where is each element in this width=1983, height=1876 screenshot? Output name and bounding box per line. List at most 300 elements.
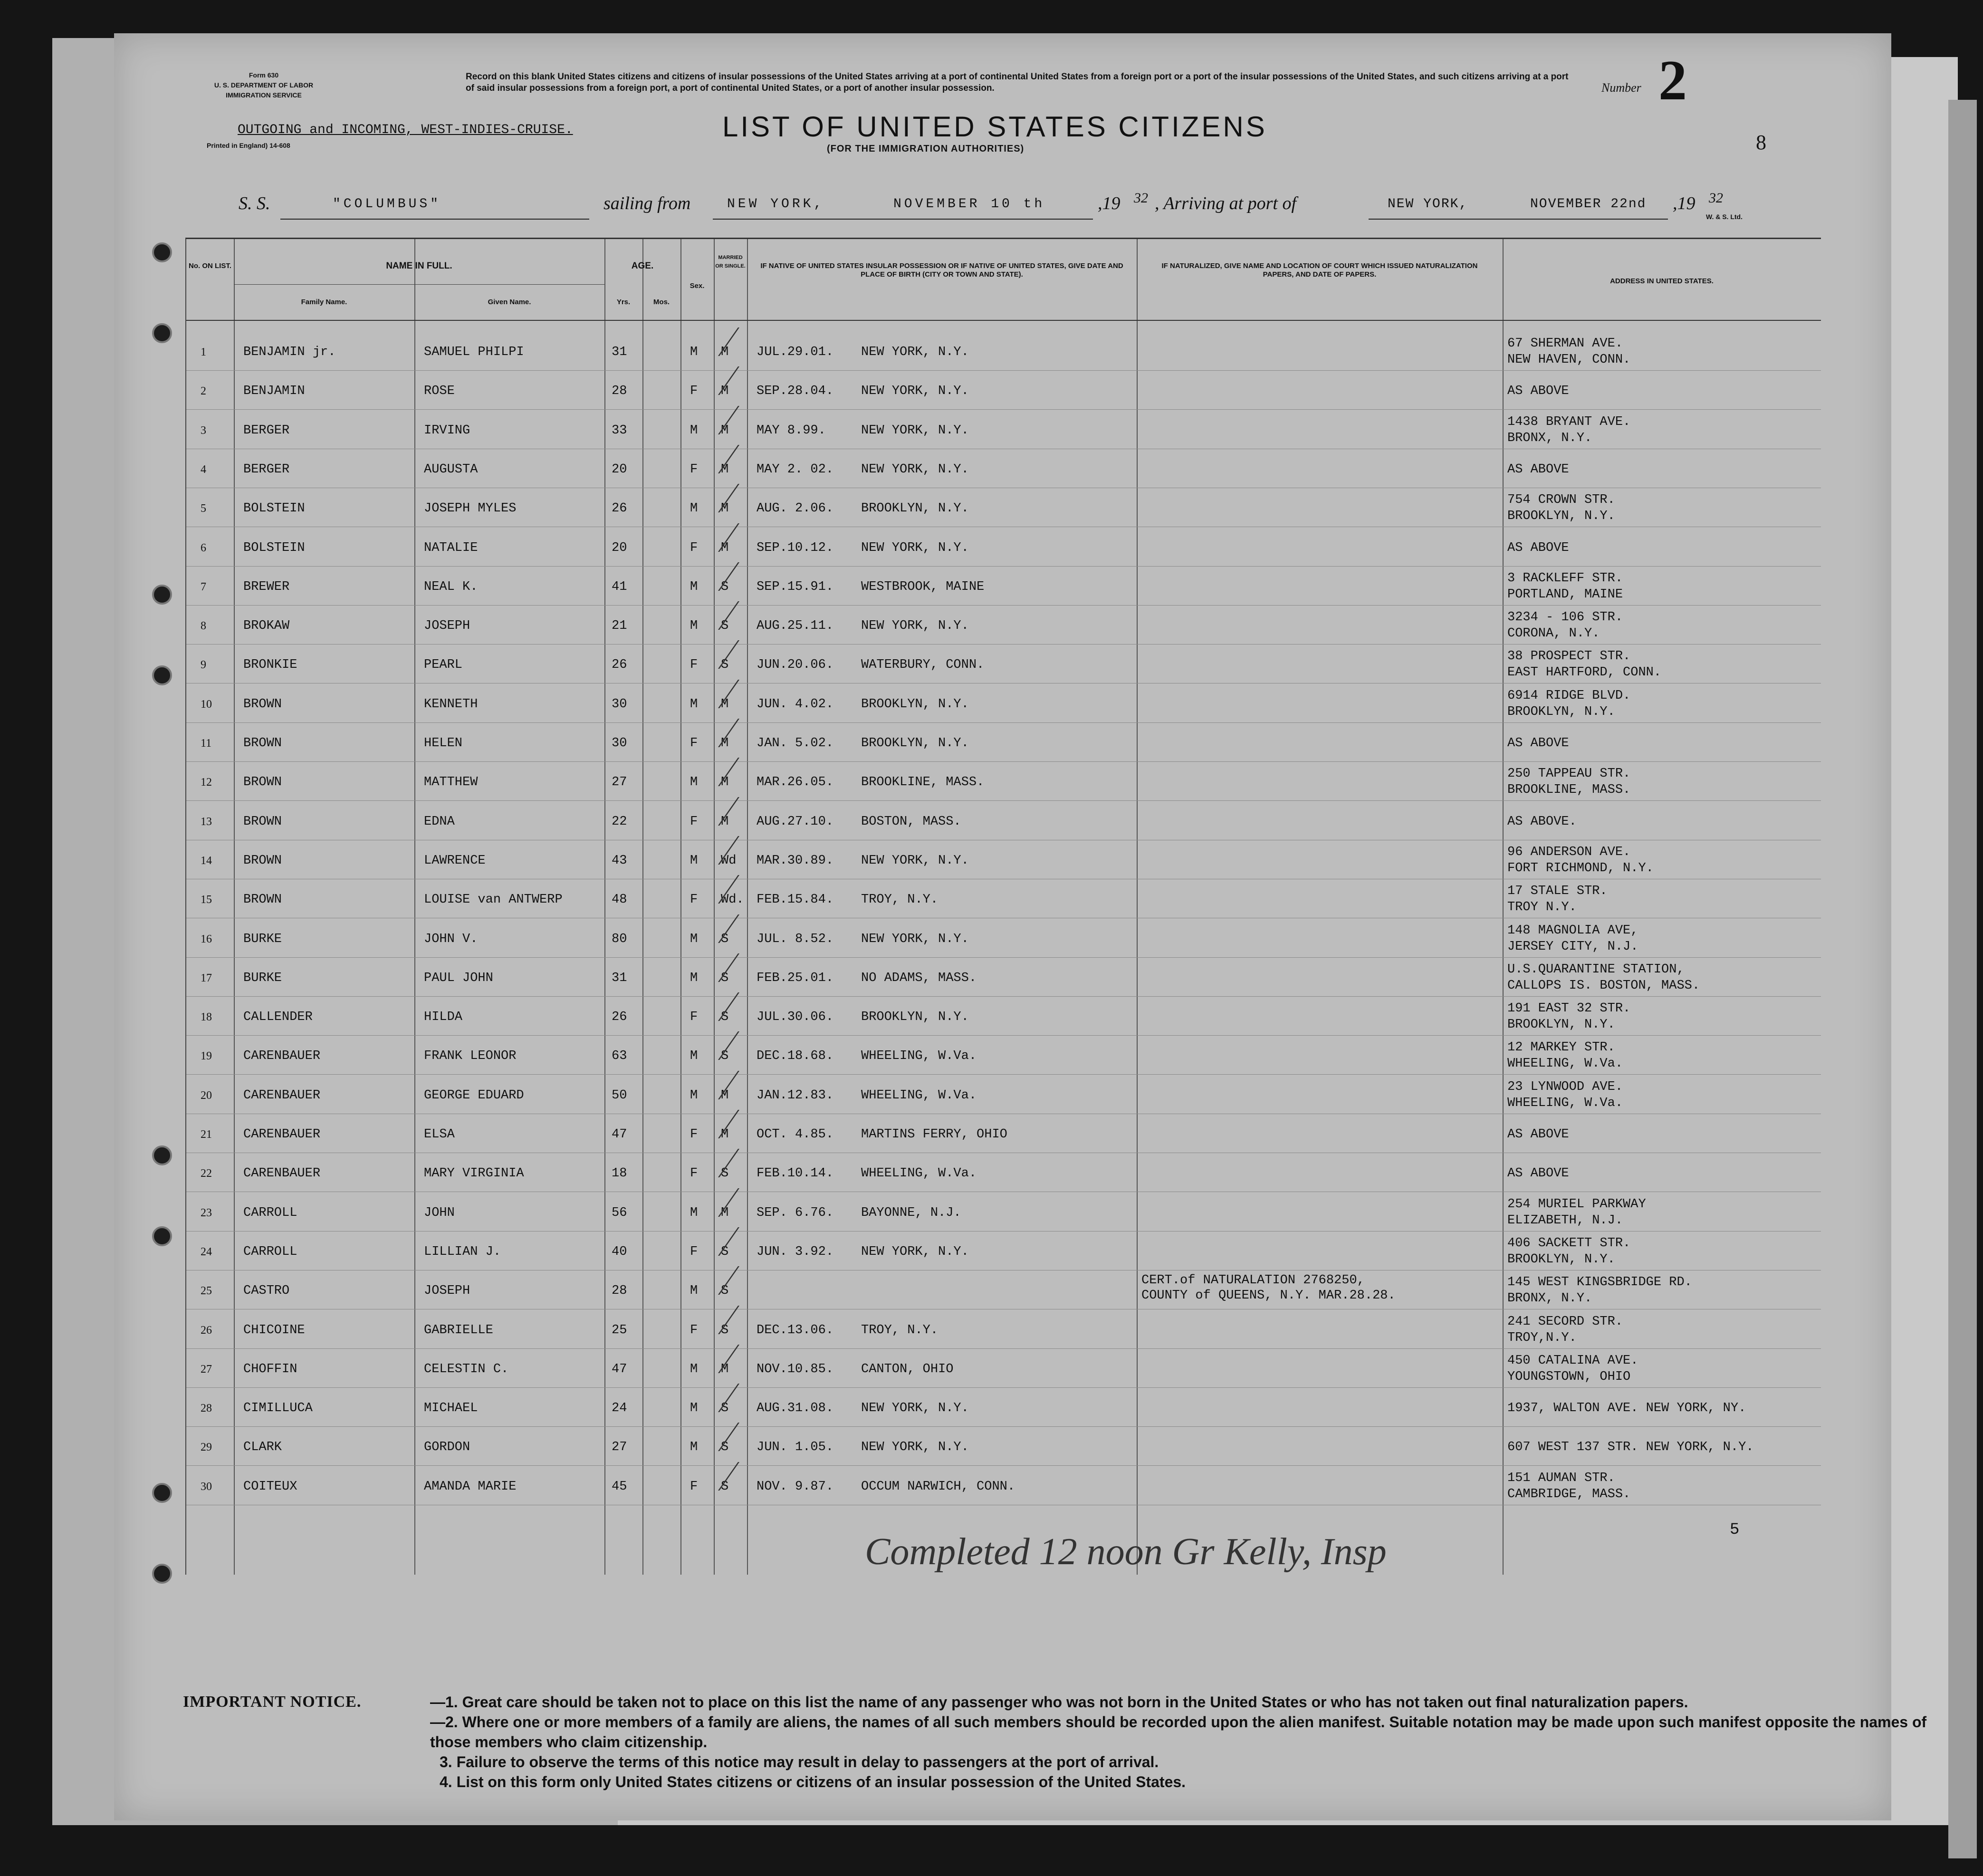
birth-date: JUN. 1.05. bbox=[757, 1440, 834, 1455]
sex: M bbox=[690, 579, 698, 594]
table-row bbox=[186, 1154, 1821, 1193]
address-line-1: AS ABOVE. bbox=[1507, 814, 1577, 829]
column-header-sex: Sex. bbox=[690, 282, 705, 290]
table-row bbox=[186, 1468, 1821, 1507]
row-rule bbox=[186, 1074, 1821, 1075]
address-line-1: 145 WEST KINGSBRIDGE RD. bbox=[1507, 1275, 1692, 1290]
address-line-1: 38 PROSPECT STR. bbox=[1507, 649, 1631, 664]
birth-date: NOV. 9.87. bbox=[757, 1479, 834, 1494]
page-edge-strip bbox=[1948, 100, 1977, 1858]
age-years: 33 bbox=[612, 423, 627, 438]
birth-date: AUG.25.11. bbox=[757, 619, 834, 634]
sex: F bbox=[690, 1127, 698, 1142]
address-line-1: 23 LYNWOOD AVE. bbox=[1507, 1079, 1623, 1094]
address-line-2: BROOKLYN, N.Y. bbox=[1507, 1018, 1615, 1032]
row-rule bbox=[186, 957, 1821, 958]
table-row bbox=[186, 568, 1821, 607]
printer-mark: W. & S. Ltd. bbox=[1706, 213, 1743, 221]
address-line-1: 607 WEST 137 STR. NEW YORK, N.Y. bbox=[1507, 1440, 1754, 1455]
column-header-name: NAME IN FULL. bbox=[386, 261, 452, 271]
row-no: 10 bbox=[201, 698, 212, 711]
address-line-2: BROOKLYN, N.Y. bbox=[1507, 704, 1615, 719]
column-header-address: ADDRESS IN UNITED STATES. bbox=[1610, 277, 1714, 285]
address-line-1: AS ABOVE bbox=[1507, 1127, 1569, 1142]
family-name: CALLENDER bbox=[243, 1010, 313, 1025]
family-name: BROWN bbox=[243, 853, 282, 868]
column-header-given: Given Name. bbox=[488, 298, 531, 306]
arriving-label: , Arriving at port of bbox=[1155, 193, 1297, 213]
birth-date: JUL.30.06. bbox=[757, 1010, 834, 1025]
family-name: BOLSTEIN bbox=[243, 501, 305, 516]
row-no: 20 bbox=[201, 1089, 212, 1102]
birth-place: NEW YORK, N.Y. bbox=[861, 462, 969, 477]
birth-date: SEP.10.12. bbox=[757, 540, 834, 555]
age-years: 20 bbox=[612, 540, 627, 555]
row-rule bbox=[186, 409, 1821, 410]
table-row bbox=[186, 607, 1821, 646]
table-row bbox=[186, 881, 1821, 920]
row-no: 16 bbox=[201, 933, 212, 945]
row-rule bbox=[186, 722, 1821, 723]
sex: M bbox=[690, 932, 698, 946]
marital-status: Wd bbox=[721, 853, 737, 868]
family-name: CHICOINE bbox=[243, 1323, 305, 1337]
birth-place: NEW YORK, N.Y. bbox=[861, 540, 969, 555]
address-line-1: 17 STALE STR. bbox=[1507, 884, 1608, 899]
given-name: PAUL JOHN bbox=[424, 971, 493, 985]
page-title: LIST OF UNITED STATES CITIZENS bbox=[722, 111, 1267, 143]
marital-status: S bbox=[721, 1284, 729, 1299]
address-line-1: 3 RACKLEFF STR. bbox=[1507, 571, 1623, 586]
birth-date: AUG.27.10. bbox=[757, 814, 834, 829]
row-no: 19 bbox=[201, 1050, 212, 1063]
family-name: CARENBAUER bbox=[243, 1088, 321, 1103]
row-no: 5 bbox=[201, 502, 206, 515]
birth-date: NOV.10.85. bbox=[757, 1362, 834, 1376]
birth-place: BROOKLYN, N.Y. bbox=[861, 1010, 969, 1025]
table-row bbox=[186, 842, 1821, 881]
notice-title: IMPORTANT NOTICE. bbox=[183, 1693, 362, 1711]
age-years: 63 bbox=[612, 1049, 627, 1064]
age-years: 20 bbox=[612, 462, 627, 477]
birth-date: MAR.30.89. bbox=[757, 853, 834, 868]
given-name: KENNETH bbox=[424, 697, 478, 712]
notice-item: 3. Failure to observe the terms of this notice may result in delay to passengers at the port of arrival. bbox=[440, 1753, 1159, 1770]
address-line-2: EAST HARTFORD, CONN. bbox=[1507, 665, 1662, 680]
birth-place: BROOKLINE, MASS. bbox=[861, 775, 985, 790]
page-subtitle: (FOR THE IMMIGRATION AUTHORITIES) bbox=[827, 144, 1025, 154]
marital-status: M bbox=[721, 814, 729, 829]
address-line-1: 450 CATALINA AVE. bbox=[1507, 1353, 1638, 1368]
row-rule bbox=[186, 644, 1821, 645]
sex: M bbox=[690, 697, 698, 712]
birth-date: FEB.25.01. bbox=[757, 971, 834, 985]
birth-date: DEC.13.06. bbox=[757, 1323, 834, 1337]
table-row bbox=[186, 1077, 1821, 1116]
column-header-no: No. ON LIST. bbox=[189, 262, 231, 270]
table-row bbox=[186, 959, 1821, 998]
row-no: 8 bbox=[201, 620, 206, 633]
birth-date: JUN.20.06. bbox=[757, 658, 834, 673]
age-years: 45 bbox=[612, 1479, 627, 1494]
cruise-label: OUTGOING and INCOMING, WEST-INDIES-CRUISE. bbox=[238, 123, 573, 137]
marital-status: M bbox=[721, 462, 729, 477]
address-line-1: 67 SHERMAN AVE. bbox=[1507, 337, 1623, 351]
family-name: BROWN bbox=[243, 736, 282, 750]
given-name: JOSEPH MYLES bbox=[424, 501, 517, 516]
age-years: 26 bbox=[612, 501, 627, 516]
age-years: 26 bbox=[612, 1010, 627, 1025]
age-years: 80 bbox=[612, 932, 627, 946]
sex: M bbox=[690, 1401, 698, 1416]
address-line-2: YOUNGSTOWN, OHIO bbox=[1507, 1369, 1631, 1384]
address-line-2: WHEELING, W.Va. bbox=[1507, 1057, 1623, 1071]
age-years: 47 bbox=[612, 1362, 627, 1376]
family-name: BENJAMIN bbox=[243, 384, 305, 399]
row-no: 24 bbox=[201, 1245, 212, 1258]
birth-date: JUN. 4.02. bbox=[757, 697, 834, 712]
birth-place: NEW YORK, N.Y. bbox=[861, 345, 969, 359]
binder-hole bbox=[152, 585, 172, 605]
given-name: LOUISE van ANTWERP bbox=[424, 893, 563, 907]
sex: F bbox=[690, 814, 698, 829]
table-row bbox=[186, 803, 1821, 842]
address-line-1: 6914 RIDGE BLVD. bbox=[1507, 688, 1631, 703]
age-years: 40 bbox=[612, 1244, 627, 1259]
address-line-2: BROOKLINE, MASS. bbox=[1507, 783, 1631, 798]
to-port: NEW YORK, bbox=[1388, 197, 1468, 212]
address-line-2: CAMBRIDGE, MASS. bbox=[1507, 1487, 1631, 1501]
given-name: LAWRENCE bbox=[424, 853, 486, 868]
birth-date: JUL.29.01. bbox=[757, 345, 834, 359]
address-line-2: JERSEY CITY, N.J. bbox=[1507, 939, 1638, 954]
row-no: 21 bbox=[201, 1128, 212, 1141]
birth-place: BAYONNE, N.J. bbox=[861, 1205, 961, 1220]
row-no: 4 bbox=[201, 463, 206, 476]
binder-hole bbox=[152, 1564, 172, 1584]
family-name: CARROLL bbox=[243, 1205, 297, 1220]
sex: M bbox=[690, 501, 698, 516]
address-line-2: FORT RICHMOND, N.Y. bbox=[1507, 861, 1654, 875]
marital-status: M bbox=[721, 345, 729, 359]
row-no: 6 bbox=[201, 541, 206, 554]
table-row bbox=[186, 490, 1821, 529]
family-name: BROWN bbox=[243, 697, 282, 712]
birth-place: BROOKLYN, N.Y. bbox=[861, 736, 969, 750]
department: U. S. DEPARTMENT OF LABOR bbox=[214, 81, 314, 89]
age-years: 48 bbox=[612, 893, 627, 907]
sex: F bbox=[690, 1323, 698, 1337]
family-name: CHOFFIN bbox=[243, 1362, 297, 1376]
birth-date: FEB.10.14. bbox=[757, 1166, 834, 1181]
age-years: 43 bbox=[612, 853, 627, 868]
given-name: HILDA bbox=[424, 1010, 463, 1025]
from-port: NEW YORK, bbox=[727, 197, 825, 212]
address-line-1: 1438 BRYANT AVE. bbox=[1507, 414, 1631, 429]
address-line-2: CALLOPS IS. BOSTON, MASS. bbox=[1507, 978, 1700, 993]
age-years: 30 bbox=[612, 697, 627, 712]
address-line-2: BRONX, N.Y. bbox=[1507, 431, 1592, 445]
table-row bbox=[186, 1233, 1821, 1272]
age-years: 22 bbox=[612, 814, 627, 829]
birth-date: MAY 8.99. bbox=[757, 423, 826, 438]
address-line-1: U.S.QUARANTINE STATION, bbox=[1507, 962, 1685, 977]
birth-place: NO ADAMS, MASS. bbox=[861, 971, 977, 985]
age-years: 56 bbox=[612, 1205, 627, 1220]
family-name: BERGER bbox=[243, 462, 290, 477]
given-name: GEORGE EDUARD bbox=[424, 1088, 524, 1103]
age-years: 47 bbox=[612, 1127, 627, 1142]
table-row bbox=[186, 1350, 1821, 1389]
birth-place: NEW YORK, N.Y. bbox=[861, 853, 969, 868]
age-years: 31 bbox=[612, 345, 627, 359]
given-name: MARY VIRGINIA bbox=[424, 1166, 524, 1181]
underline-sailing bbox=[713, 219, 1093, 220]
birth-place: WHEELING, W.Va. bbox=[861, 1166, 977, 1181]
sail-year: 32 bbox=[1134, 190, 1148, 206]
passenger-table bbox=[185, 238, 1821, 1575]
binder-hole bbox=[152, 1483, 172, 1503]
birth-date: AUG.31.08. bbox=[757, 1401, 834, 1416]
marital-status: S bbox=[721, 1479, 729, 1494]
address-line-1: 754 CROWN STR. bbox=[1507, 493, 1615, 508]
table-row bbox=[186, 1272, 1821, 1311]
sex: M bbox=[690, 1205, 698, 1220]
row-rule bbox=[186, 800, 1821, 801]
printed-note: Printed in England) 14-608 bbox=[207, 142, 290, 149]
table-row bbox=[186, 685, 1821, 724]
family-name: BURKE bbox=[243, 971, 282, 985]
family-name: BOLSTEIN bbox=[243, 540, 305, 555]
row-no: 9 bbox=[201, 659, 206, 672]
sex: M bbox=[690, 971, 698, 985]
family-name: BROWN bbox=[243, 775, 282, 790]
birth-place: NEW YORK, N.Y. bbox=[861, 423, 969, 438]
address-line-2: NEW HAVEN, CONN. bbox=[1507, 353, 1631, 367]
age-years: 21 bbox=[612, 619, 627, 634]
address-line-1: 12 MARKEY STR. bbox=[1507, 1040, 1615, 1055]
table-row bbox=[186, 998, 1821, 1037]
family-name: BERGER bbox=[243, 423, 290, 438]
given-name: ROSE bbox=[424, 384, 455, 399]
row-rule bbox=[186, 1426, 1821, 1427]
age-years: 27 bbox=[612, 775, 627, 790]
given-name: JOSEPH bbox=[424, 1284, 470, 1299]
row-rule bbox=[186, 1387, 1821, 1388]
sex: F bbox=[690, 1010, 698, 1025]
birth-date: JUL. 8.52. bbox=[757, 932, 834, 946]
record-instructions: Record on this blank United States citizens and citizens of insular possessions of the United States arriving at a port of continental United States from a foreign port or a port of the insular possessions of the United States, and such citizens arriving at a port of said insular possessions from a foreign port, a port of continental United States, or a port of another insular possession. bbox=[466, 72, 1569, 93]
column-header-married: MARRIED OR SINGLE. bbox=[715, 255, 746, 269]
table-row bbox=[186, 451, 1821, 490]
table-row bbox=[186, 1428, 1821, 1467]
birth-place: TROY, N.Y. bbox=[861, 1323, 939, 1337]
given-name: JOSEPH bbox=[424, 619, 470, 634]
given-name: PEARL bbox=[424, 658, 463, 673]
address-line-1: 191 EAST 32 STR. bbox=[1507, 1001, 1631, 1016]
address-line-1: AS ABOVE bbox=[1507, 1166, 1569, 1181]
row-rule bbox=[186, 1348, 1821, 1349]
given-name: JOHN V. bbox=[424, 932, 478, 946]
row-no: 17 bbox=[201, 972, 212, 984]
binder-hole bbox=[152, 1226, 172, 1246]
table-row bbox=[186, 412, 1821, 451]
sex: M bbox=[690, 1284, 698, 1299]
address-line-1: AS ABOVE bbox=[1507, 384, 1569, 399]
marital-status: S bbox=[721, 1049, 729, 1064]
marital-status: S bbox=[721, 1323, 729, 1337]
row-no: 11 bbox=[201, 737, 212, 750]
marital-status: M bbox=[721, 384, 729, 399]
address-line-2: PORTLAND, MAINE bbox=[1507, 587, 1623, 602]
birth-place: WESTBROOK, MAINE bbox=[861, 579, 985, 594]
birth-place: BROOKLYN, N.Y. bbox=[861, 501, 969, 516]
family-name: COITEUX bbox=[243, 1479, 297, 1494]
sex: F bbox=[690, 462, 698, 477]
binder-hole bbox=[152, 323, 172, 343]
marital-status: S bbox=[721, 1440, 729, 1455]
binder-hole bbox=[152, 1145, 172, 1165]
manifest-page bbox=[114, 33, 1927, 1820]
address-line-2: TROY N.Y. bbox=[1507, 900, 1577, 915]
row-no: 2 bbox=[201, 385, 206, 398]
address-line-1: 3234 - 106 STR. bbox=[1507, 610, 1623, 625]
given-name: IRVING bbox=[424, 423, 470, 438]
arrive-year: 32 bbox=[1709, 190, 1723, 206]
row-rule bbox=[186, 996, 1821, 997]
table-row bbox=[186, 724, 1821, 763]
row-no: 23 bbox=[201, 1206, 212, 1219]
age-years: 24 bbox=[612, 1401, 627, 1416]
marital-status: S bbox=[721, 971, 729, 985]
arrive-year-prefix: ,19 bbox=[1673, 193, 1696, 213]
address-line-1: AS ABOVE bbox=[1507, 736, 1569, 750]
given-name: LILLIAN J. bbox=[424, 1244, 501, 1259]
marital-status: S bbox=[721, 1166, 729, 1181]
sex: F bbox=[690, 658, 698, 673]
family-name: BROKAW bbox=[243, 619, 290, 634]
sex: M bbox=[690, 345, 698, 359]
sex: M bbox=[690, 853, 698, 868]
sex: M bbox=[690, 775, 698, 790]
row-no: 29 bbox=[201, 1441, 212, 1454]
notice-item: —1. Great care should be taken not to place on this list the name of any passenger who was not born in the United States or who has not taken out final naturalization papers. bbox=[430, 1693, 1688, 1711]
age-years: 25 bbox=[612, 1323, 627, 1337]
family-name: BURKE bbox=[243, 932, 282, 946]
address-line-2: TROY,N.Y. bbox=[1507, 1330, 1577, 1345]
family-name: CIMILLUCA bbox=[243, 1401, 313, 1416]
birth-place: NEW YORK, N.Y. bbox=[861, 619, 969, 634]
naturalization: CERT.of NATURALATION 2768250, bbox=[1141, 1273, 1365, 1288]
sex: F bbox=[690, 736, 698, 750]
given-name: ELSA bbox=[424, 1127, 455, 1142]
birth-date: AUG. 2.06. bbox=[757, 501, 834, 516]
column-header-age: AGE. bbox=[631, 261, 654, 271]
birth-place: BROOKLYN, N.Y. bbox=[861, 697, 969, 712]
family-name: BRONKIE bbox=[243, 658, 297, 673]
birth-place: NEW YORK, N.Y. bbox=[861, 932, 969, 946]
marital-status: M bbox=[721, 736, 729, 750]
family-name: CARROLL bbox=[243, 1244, 297, 1259]
marital-status: S bbox=[721, 1010, 729, 1025]
given-name: NATALIE bbox=[424, 540, 478, 555]
sex: F bbox=[690, 540, 698, 555]
arrive-date: NOVEMBER 22nd bbox=[1530, 197, 1647, 212]
age-years: 27 bbox=[612, 1440, 627, 1455]
binder-hole bbox=[152, 242, 172, 262]
address-line-1: 241 SECORD STR. bbox=[1507, 1314, 1623, 1329]
address-line-1: AS ABOVE bbox=[1507, 462, 1569, 477]
given-name: NEAL K. bbox=[424, 579, 478, 594]
given-name: EDNA bbox=[424, 814, 455, 829]
sex: F bbox=[690, 1166, 698, 1181]
row-no: 27 bbox=[201, 1363, 212, 1376]
naturalization-2: COUNTY of QUEENS, N.Y. MAR.28.28. bbox=[1141, 1289, 1396, 1303]
column-header-mos: Mos. bbox=[653, 298, 670, 306]
address-line-2: WHEELING, W.Va. bbox=[1507, 1096, 1623, 1110]
sex: F bbox=[690, 1479, 698, 1494]
birth-date: FEB.15.84. bbox=[757, 893, 834, 907]
table-row bbox=[186, 333, 1821, 372]
age-years: 30 bbox=[612, 736, 627, 750]
address-line-1: 1937, WALTON AVE. NEW YORK, NY. bbox=[1507, 1401, 1746, 1416]
marital-status: M bbox=[721, 540, 729, 555]
column-header-family: Family Name. bbox=[301, 298, 347, 306]
family-name: CLARK bbox=[243, 1440, 282, 1455]
birth-date: SEP. 6.76. bbox=[757, 1205, 834, 1220]
birth-place: CANTON, OHIO bbox=[861, 1362, 954, 1376]
address-line-1: AS ABOVE bbox=[1507, 540, 1569, 555]
binder-hole bbox=[152, 665, 172, 685]
ss-label: S. S. bbox=[239, 193, 270, 213]
birth-place: MARTINS FERRY, OHIO bbox=[861, 1127, 1007, 1142]
birth-place: NEW YORK, N.Y. bbox=[861, 384, 969, 399]
address-line-1: 96 ANDERSON AVE. bbox=[1507, 845, 1631, 859]
table-row bbox=[186, 529, 1821, 568]
underline-ship bbox=[280, 219, 589, 220]
age-years: 26 bbox=[612, 658, 627, 673]
family-name: BENJAMIN jr. bbox=[243, 345, 336, 359]
table-row bbox=[186, 1116, 1821, 1154]
birth-place: WATERBURY, CONN. bbox=[861, 658, 985, 673]
service: IMMIGRATION SERVICE bbox=[226, 91, 302, 99]
row-no: 1 bbox=[201, 346, 206, 358]
birth-place: OCCUM NARWICH, CONN. bbox=[861, 1479, 1015, 1494]
birth-place: NEW YORK, N.Y. bbox=[861, 1244, 969, 1259]
birth-date: DEC.18.68. bbox=[757, 1049, 834, 1064]
handwritten-completed-note: Completed 12 noon Gr Kelly, Insp bbox=[865, 1531, 1387, 1573]
sex: M bbox=[690, 1440, 698, 1455]
marital-status: M bbox=[721, 1205, 729, 1220]
marital-status: S bbox=[721, 619, 729, 634]
given-name: AMANDA MARIE bbox=[424, 1479, 517, 1494]
age-years: 18 bbox=[612, 1166, 627, 1181]
address-line-1: 148 MAGNOLIA AVE, bbox=[1507, 923, 1638, 938]
sex: M bbox=[690, 423, 698, 438]
number-label: Number bbox=[1601, 81, 1641, 95]
address-line-2: ELIZABETH, N.J. bbox=[1507, 1213, 1623, 1228]
given-name: GORDON bbox=[424, 1440, 470, 1455]
sex: M bbox=[690, 619, 698, 634]
given-name: FRANK LEONOR bbox=[424, 1049, 517, 1064]
sex: M bbox=[690, 1049, 698, 1064]
age-years: 31 bbox=[612, 971, 627, 985]
marital-status: M bbox=[721, 501, 729, 516]
given-name: MICHAEL bbox=[424, 1401, 478, 1416]
row-no: 18 bbox=[201, 1011, 212, 1024]
family-name: CARENBAUER bbox=[243, 1127, 321, 1142]
given-name: HELEN bbox=[424, 736, 463, 750]
